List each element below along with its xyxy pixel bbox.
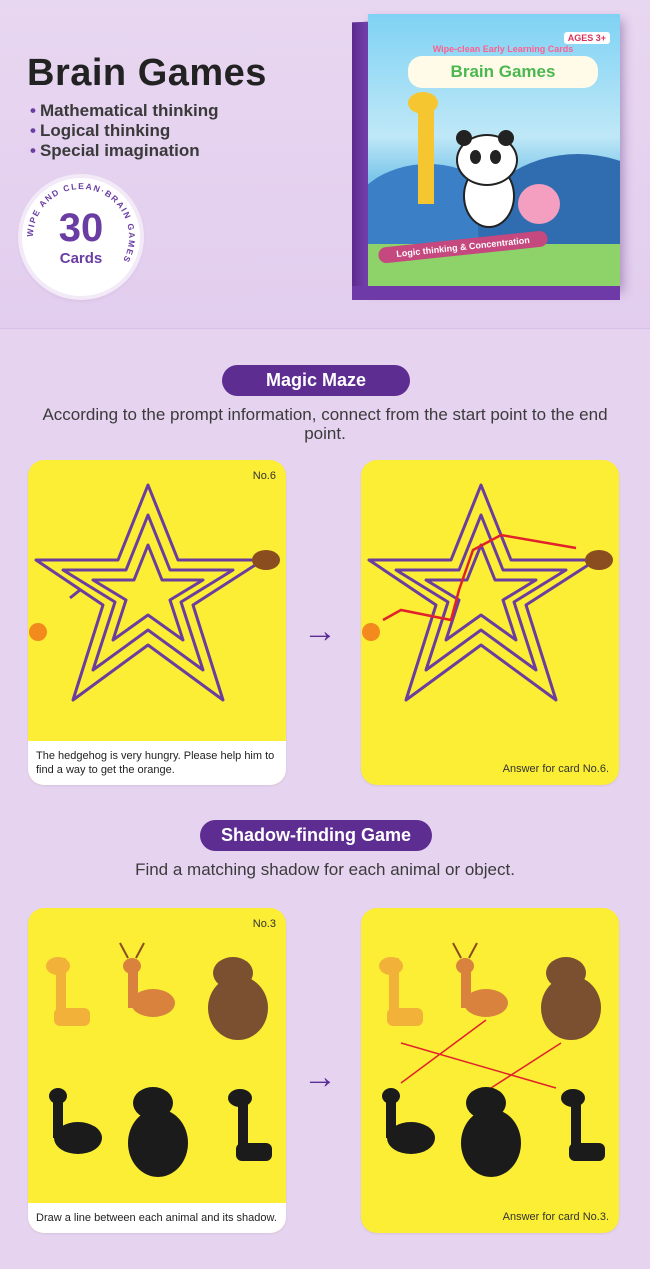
shadow-caption: Draw a line between each animal and its shadow.	[28, 1203, 286, 1233]
hedgehog-icon	[585, 550, 613, 570]
product-strip: Logic thinking & Concentration	[378, 230, 549, 264]
giraffe-icon	[379, 957, 423, 1026]
section-title-maze: Magic Maze	[222, 365, 410, 396]
section-title-shadow: Shadow-finding Game	[200, 820, 432, 851]
product-box	[368, 14, 620, 286]
deer-shadow-icon	[49, 1088, 102, 1154]
answer-label: Answer for card No.3.	[502, 1211, 609, 1223]
right-arrow-icon: →	[303, 1058, 337, 1096]
badge-unit: Cards	[59, 250, 103, 267]
maze-caption: The hedgehog is very hungry. Please help him to find a way to get the orange.	[28, 741, 286, 785]
orange-icon	[362, 623, 380, 641]
feature-list	[30, 101, 218, 161]
product-subtitle: Wipe-clean Early Learning Cards	[432, 44, 574, 54]
orange-icon	[29, 623, 47, 641]
giraffe-shadow-icon	[561, 1089, 605, 1161]
page-title: Brain Games	[27, 52, 267, 94]
product-box-base	[352, 286, 620, 300]
card-number: No.3	[252, 918, 276, 930]
bear-shadow-icon	[461, 1087, 521, 1177]
start-arrow-icon	[70, 590, 80, 598]
card-count-badge	[22, 178, 140, 296]
maze-description: According to the prompt information, connect from the start point to the end point.	[42, 405, 608, 443]
giraffe-icon	[46, 957, 90, 1026]
feature-item: • Special imagination	[30, 141, 218, 161]
shadow-answer-card	[361, 908, 619, 1233]
badge-number: 30	[58, 206, 104, 250]
giraffe-illustration	[418, 104, 434, 204]
shadow-description: Find a matching shadow for each animal or object.	[135, 860, 515, 879]
pig-illustration	[518, 184, 560, 224]
bear-icon	[208, 957, 268, 1040]
deer-icon	[453, 943, 508, 1017]
feature-item: • Mathematical thinking	[30, 101, 218, 121]
shadow-illustration	[28, 908, 286, 1198]
bear-icon	[541, 957, 601, 1040]
giraffe-shadow-icon	[228, 1089, 272, 1161]
right-arrow-icon: →	[303, 612, 337, 650]
maze-answer-illustration	[361, 460, 619, 750]
maze-illustration	[28, 460, 286, 750]
hedgehog-icon	[252, 550, 280, 570]
answer-lines	[401, 1020, 561, 1088]
answer-label: Answer for card No.6.	[502, 763, 609, 775]
card-number: No.6	[252, 470, 276, 482]
shadow-answer-illustration	[361, 908, 619, 1198]
badge-ring-text: WIPE AND CLEAN·BRAIN GAMES	[24, 180, 138, 266]
deer-icon	[120, 943, 175, 1017]
maze-card	[28, 460, 286, 785]
age-label: AGES 3+	[564, 32, 610, 44]
maze-answer-card	[361, 460, 619, 785]
bear-shadow-icon	[128, 1087, 188, 1177]
solution-path	[383, 535, 576, 620]
shadow-card	[28, 908, 286, 1233]
hero-banner	[0, 0, 650, 329]
feature-item: • Logical thinking	[30, 121, 218, 141]
product-title: Brain Games	[408, 56, 598, 88]
deer-shadow-icon	[382, 1088, 435, 1154]
